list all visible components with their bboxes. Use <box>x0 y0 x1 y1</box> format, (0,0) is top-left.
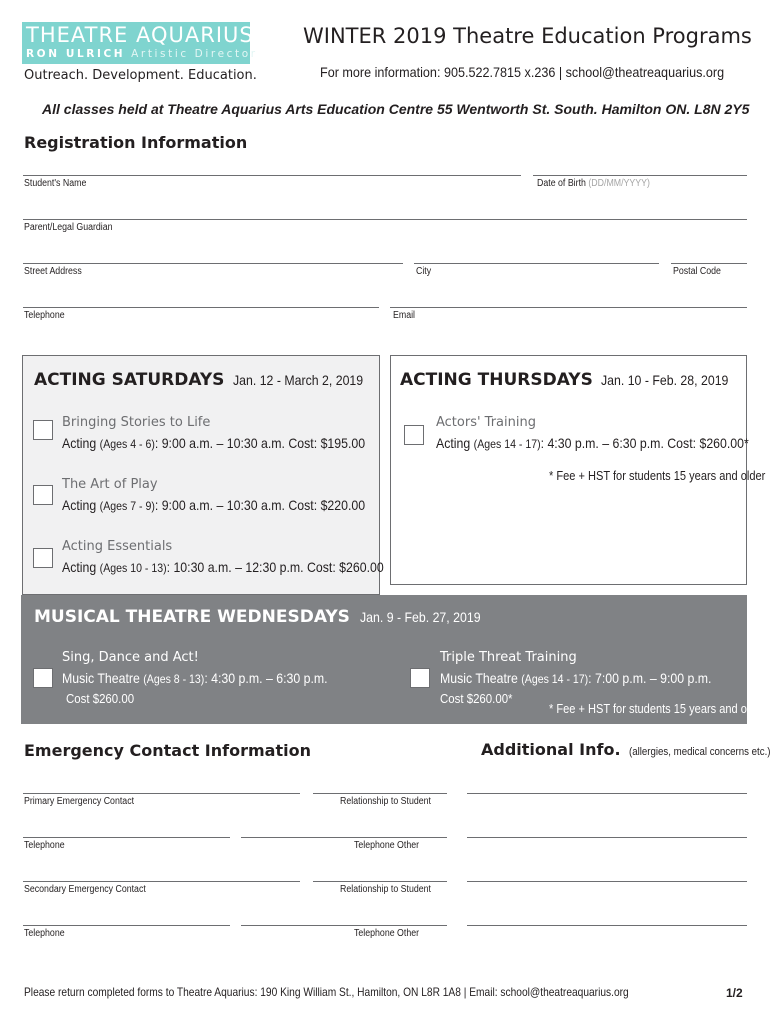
course-detail: Acting (Ages 7 - 9): 9:00 a.m. – 10:30 a.m. Cost: $220.00 <box>62 497 366 513</box>
logo-title: THEATRE AQUARIUS <box>26 23 254 47</box>
acting-saturdays-header: ACTING SATURDAYS Jan. 12 - March 2, 2019 <box>34 370 364 390</box>
secondary-contact-label: Secondary Emergency Contact <box>24 884 146 895</box>
course-name: Bringing Stories to Life <box>62 415 211 430</box>
email-label: Email <box>393 310 416 321</box>
course-name: The Art of Play <box>62 477 158 492</box>
telephone-label: Telephone <box>24 310 65 321</box>
additional-heading: Additional Info. (allergies, medical concerns etc.) <box>481 740 770 759</box>
page-number: 1/2 <box>726 986 743 1000</box>
course-detail: Acting (Ages 14 - 17): 4:30 p.m. – 6:30 p.m. Cost: $260.00* <box>436 435 749 451</box>
additional-info-line[interactable] <box>467 837 747 838</box>
student-name-field[interactable] <box>23 175 521 176</box>
dob-label: Date of Birth (DD/MM/YYYY) <box>537 178 650 189</box>
primary-contact-label: Primary Emergency Contact <box>24 796 135 807</box>
registration-heading: Registration Information <box>24 133 248 152</box>
course-checkbox-actors-training[interactable] <box>404 425 424 445</box>
course-name: Triple Threat Training <box>440 650 577 665</box>
contact-info: For more information: 905.522.7815 x.236 | school@theatreaquarius.org <box>320 64 725 80</box>
logo-subtitle: RON ULRICH Artistic Director <box>26 48 258 60</box>
secondary-telephone-other-label: Telephone Other <box>354 928 420 939</box>
street-field[interactable] <box>23 263 403 264</box>
primary-contact-field[interactable] <box>23 793 300 794</box>
city-label: City <box>416 266 432 277</box>
street-label: Street Address <box>24 266 82 277</box>
student-name-label: Student's Name <box>24 178 87 189</box>
course-detail: Music Theatre (Ages 8 - 13): 4:30 p.m. – 6:30 p.m. <box>62 670 328 686</box>
acting-thursdays-header: ACTING THURSDAYS Jan. 10 - Feb. 28, 2019 <box>400 370 729 390</box>
secondary-telephone-label: Telephone <box>24 928 65 939</box>
relationship-field[interactable] <box>313 793 447 794</box>
primary-telephone-other-label: Telephone Other <box>354 840 420 851</box>
secondary-telephone-other-field[interactable] <box>241 925 447 926</box>
course-checkbox-sing-dance-act[interactable] <box>33 668 53 688</box>
primary-telephone-field[interactable] <box>23 837 230 838</box>
email-field[interactable] <box>390 307 747 308</box>
course-detail: Music Theatre (Ages 14 - 17): 7:00 p.m. – 9:00 p.m. <box>440 670 712 686</box>
dob-field[interactable] <box>533 175 747 176</box>
relationship-field-2[interactable] <box>313 881 447 882</box>
city-field[interactable] <box>414 263 659 264</box>
course-detail: Acting (Ages 10 - 13): 10:30 a.m. – 12:30 p.m. Cost: $260.00 <box>62 559 384 575</box>
course-name: Actors' Training <box>436 415 536 430</box>
additional-info-line[interactable] <box>467 793 747 794</box>
additional-info-line[interactable] <box>467 925 747 926</box>
relationship-label-2: Relationship to Student <box>340 884 431 895</box>
course-cost: Cost $260.00 <box>66 691 135 706</box>
primary-telephone-other-field[interactable] <box>241 837 447 838</box>
course-checkbox-triple-threat[interactable] <box>410 668 430 688</box>
relationship-label: Relationship to Student <box>340 796 431 807</box>
course-checkbox-art-of-play[interactable] <box>33 485 53 505</box>
telephone-field[interactable] <box>23 307 379 308</box>
postal-label: Postal Code <box>673 266 721 277</box>
location-line: All classes held at Theatre Aquarius Arts Education Centre 55 Wentworth St. South. Hamilton ON. L8N 2Y5 <box>42 101 750 117</box>
musical-wednesdays-header: MUSICAL THEATRE WEDNESDAYS Jan. 9 - Feb. 27, 2019 <box>34 607 481 627</box>
primary-telephone-label: Telephone <box>24 840 65 851</box>
fee-note: * Fee + HST for students 15 years and older <box>549 468 766 483</box>
page-title: WINTER 2019 Theatre Education Programs <box>303 24 752 48</box>
secondary-contact-field[interactable] <box>23 881 300 882</box>
course-name: Acting Essentials <box>62 539 173 554</box>
course-name: Sing, Dance and Act! <box>62 650 199 665</box>
course-checkbox-acting-essentials[interactable] <box>33 548 53 568</box>
secondary-telephone-field[interactable] <box>23 925 230 926</box>
additional-info-line[interactable] <box>467 881 747 882</box>
course-cost: Cost $260.00* <box>440 691 513 706</box>
parent-field[interactable] <box>23 219 747 220</box>
parent-label: Parent/Legal Guardian <box>24 222 113 233</box>
emergency-heading: Emergency Contact Information <box>24 741 311 760</box>
footer-return-info: Please return completed forms to Theatre Aquarius: 190 King William St., Hamilton, ON L8R 1A8 | Email: school@theatreaquarius.org <box>24 985 629 999</box>
course-checkbox-bringing-stories[interactable] <box>33 420 53 440</box>
course-detail: Acting (Ages 4 - 6): 9:00 a.m. – 10:30 a.m. Cost: $195.00 <box>62 435 366 451</box>
postal-field[interactable] <box>671 263 747 264</box>
fee-note: * Fee + HST for students 15 years and older <box>549 701 766 716</box>
tagline: Outreach. Development. Education. <box>24 68 257 83</box>
